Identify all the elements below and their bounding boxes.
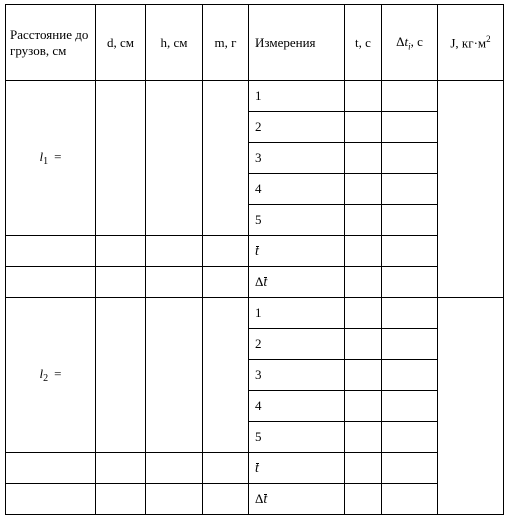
delta-mean-label-cell: [249, 267, 345, 298]
delta-mean-row: [6, 484, 504, 515]
distance-var: l: [39, 149, 44, 164]
empty-cell: [6, 267, 96, 298]
empty-cell: [146, 236, 203, 267]
delta-t-cell[interactable]: [382, 422, 438, 453]
distance-sub: 2: [43, 373, 49, 384]
delta-t-cell[interactable]: [382, 205, 438, 236]
delta-symbol: Δ: [255, 273, 264, 289]
mean-row: [6, 453, 504, 484]
empty-cell: [146, 484, 203, 515]
empty-cell: [96, 236, 146, 267]
delta-symbol: Δ: [255, 490, 264, 506]
t-mean-symbol: t: [255, 460, 259, 476]
mean-label-cell: [249, 453, 345, 484]
distance-var: l: [39, 366, 44, 381]
t-cell[interactable]: [345, 81, 382, 112]
measurement-table: [5, 4, 504, 515]
delta-t-delta-cell[interactable]: [382, 484, 438, 515]
header-J: [438, 5, 504, 81]
t-delta-cell[interactable]: [345, 484, 382, 515]
distance-eq: =: [54, 366, 62, 381]
t-mean-symbol: t: [255, 243, 259, 259]
delta-t-cell[interactable]: [382, 112, 438, 143]
measurement-number-cell: 1: [249, 298, 345, 329]
empty-cell: [6, 453, 96, 484]
delta-t-mean-cell[interactable]: [382, 236, 438, 267]
t-cell[interactable]: [345, 360, 382, 391]
J-label: J, кг·м: [450, 35, 487, 51]
empty-cell: [6, 484, 96, 515]
mean-label-cell: [249, 236, 345, 267]
delta-t-cell[interactable]: [382, 391, 438, 422]
empty-cell: [6, 236, 96, 267]
delta-t-cell[interactable]: [382, 329, 438, 360]
header-delta-t: [382, 5, 438, 81]
h-cell[interactable]: [146, 298, 203, 453]
measurement-number-cell: 4: [249, 391, 345, 422]
measurement-number-cell: 5: [249, 205, 345, 236]
t-cell[interactable]: [345, 143, 382, 174]
empty-cell: [146, 267, 203, 298]
empty-cell: [96, 484, 146, 515]
J-cell[interactable]: [438, 81, 504, 298]
header-measurements: Измерения: [249, 5, 345, 81]
t-cell[interactable]: [345, 112, 382, 143]
d-cell[interactable]: [96, 81, 146, 236]
t-mean-cell[interactable]: [345, 453, 382, 484]
empty-cell: [96, 453, 146, 484]
delta-t-cell[interactable]: [382, 298, 438, 329]
mean-row: [6, 236, 504, 267]
empty-cell: [146, 453, 203, 484]
delta-t-cell[interactable]: [382, 174, 438, 205]
delta-t-cell[interactable]: [382, 360, 438, 391]
delta-mean-label-cell: [249, 484, 345, 515]
measurement-number-cell: 1: [249, 81, 345, 112]
delta-t-unit: , с: [410, 33, 423, 49]
t-mean-cell[interactable]: [345, 236, 382, 267]
empty-cell: [203, 267, 249, 298]
t-cell[interactable]: [345, 298, 382, 329]
t-mean-symbol: t: [263, 491, 268, 507]
header-distance: Расстояние до грузов, см: [6, 5, 96, 81]
table-row: [6, 81, 504, 112]
header-row: [6, 5, 504, 81]
t-delta-cell[interactable]: [345, 267, 382, 298]
delta-t-cell[interactable]: [382, 143, 438, 174]
distance-label-cell: [6, 81, 96, 236]
h-cell[interactable]: [146, 81, 203, 236]
delta-t-mean-cell[interactable]: [382, 453, 438, 484]
distance-eq: =: [54, 149, 62, 164]
empty-cell: [203, 484, 249, 515]
J-cell[interactable]: [438, 298, 504, 515]
delta-t-sub: i: [408, 41, 411, 52]
m-cell[interactable]: [203, 81, 249, 236]
delta-t-cell[interactable]: [382, 81, 438, 112]
measurement-number-cell: 2: [249, 112, 345, 143]
empty-cell: [96, 267, 146, 298]
table-row: [6, 298, 504, 329]
measurement-number-cell: 4: [249, 174, 345, 205]
empty-cell: [203, 453, 249, 484]
d-cell[interactable]: [96, 298, 146, 453]
t-cell[interactable]: [345, 205, 382, 236]
header-t: t, с: [345, 5, 382, 81]
t-cell[interactable]: [345, 391, 382, 422]
t-cell[interactable]: [345, 422, 382, 453]
delta-symbol: Δ: [396, 33, 405, 49]
measurement-number-cell: 3: [249, 360, 345, 391]
J-exponent: 2: [486, 33, 491, 44]
header-h: h, см: [146, 5, 203, 81]
t-mean-symbol: t: [263, 274, 268, 290]
delta-mean-row: [6, 267, 504, 298]
measurement-number-cell: 3: [249, 143, 345, 174]
empty-cell: [203, 236, 249, 267]
measurement-number-cell: 2: [249, 329, 345, 360]
delta-t-delta-cell[interactable]: [382, 267, 438, 298]
t-cell[interactable]: [345, 174, 382, 205]
distance-sub: 1: [43, 156, 49, 167]
header-d: d, см: [96, 5, 146, 81]
table-body: [6, 81, 504, 515]
measurement-number-cell: 5: [249, 422, 345, 453]
m-cell[interactable]: [203, 298, 249, 453]
distance-label-cell: [6, 298, 96, 453]
t-cell[interactable]: [345, 329, 382, 360]
header-m: m, г: [203, 5, 249, 81]
delta-t-var: t: [404, 33, 409, 49]
